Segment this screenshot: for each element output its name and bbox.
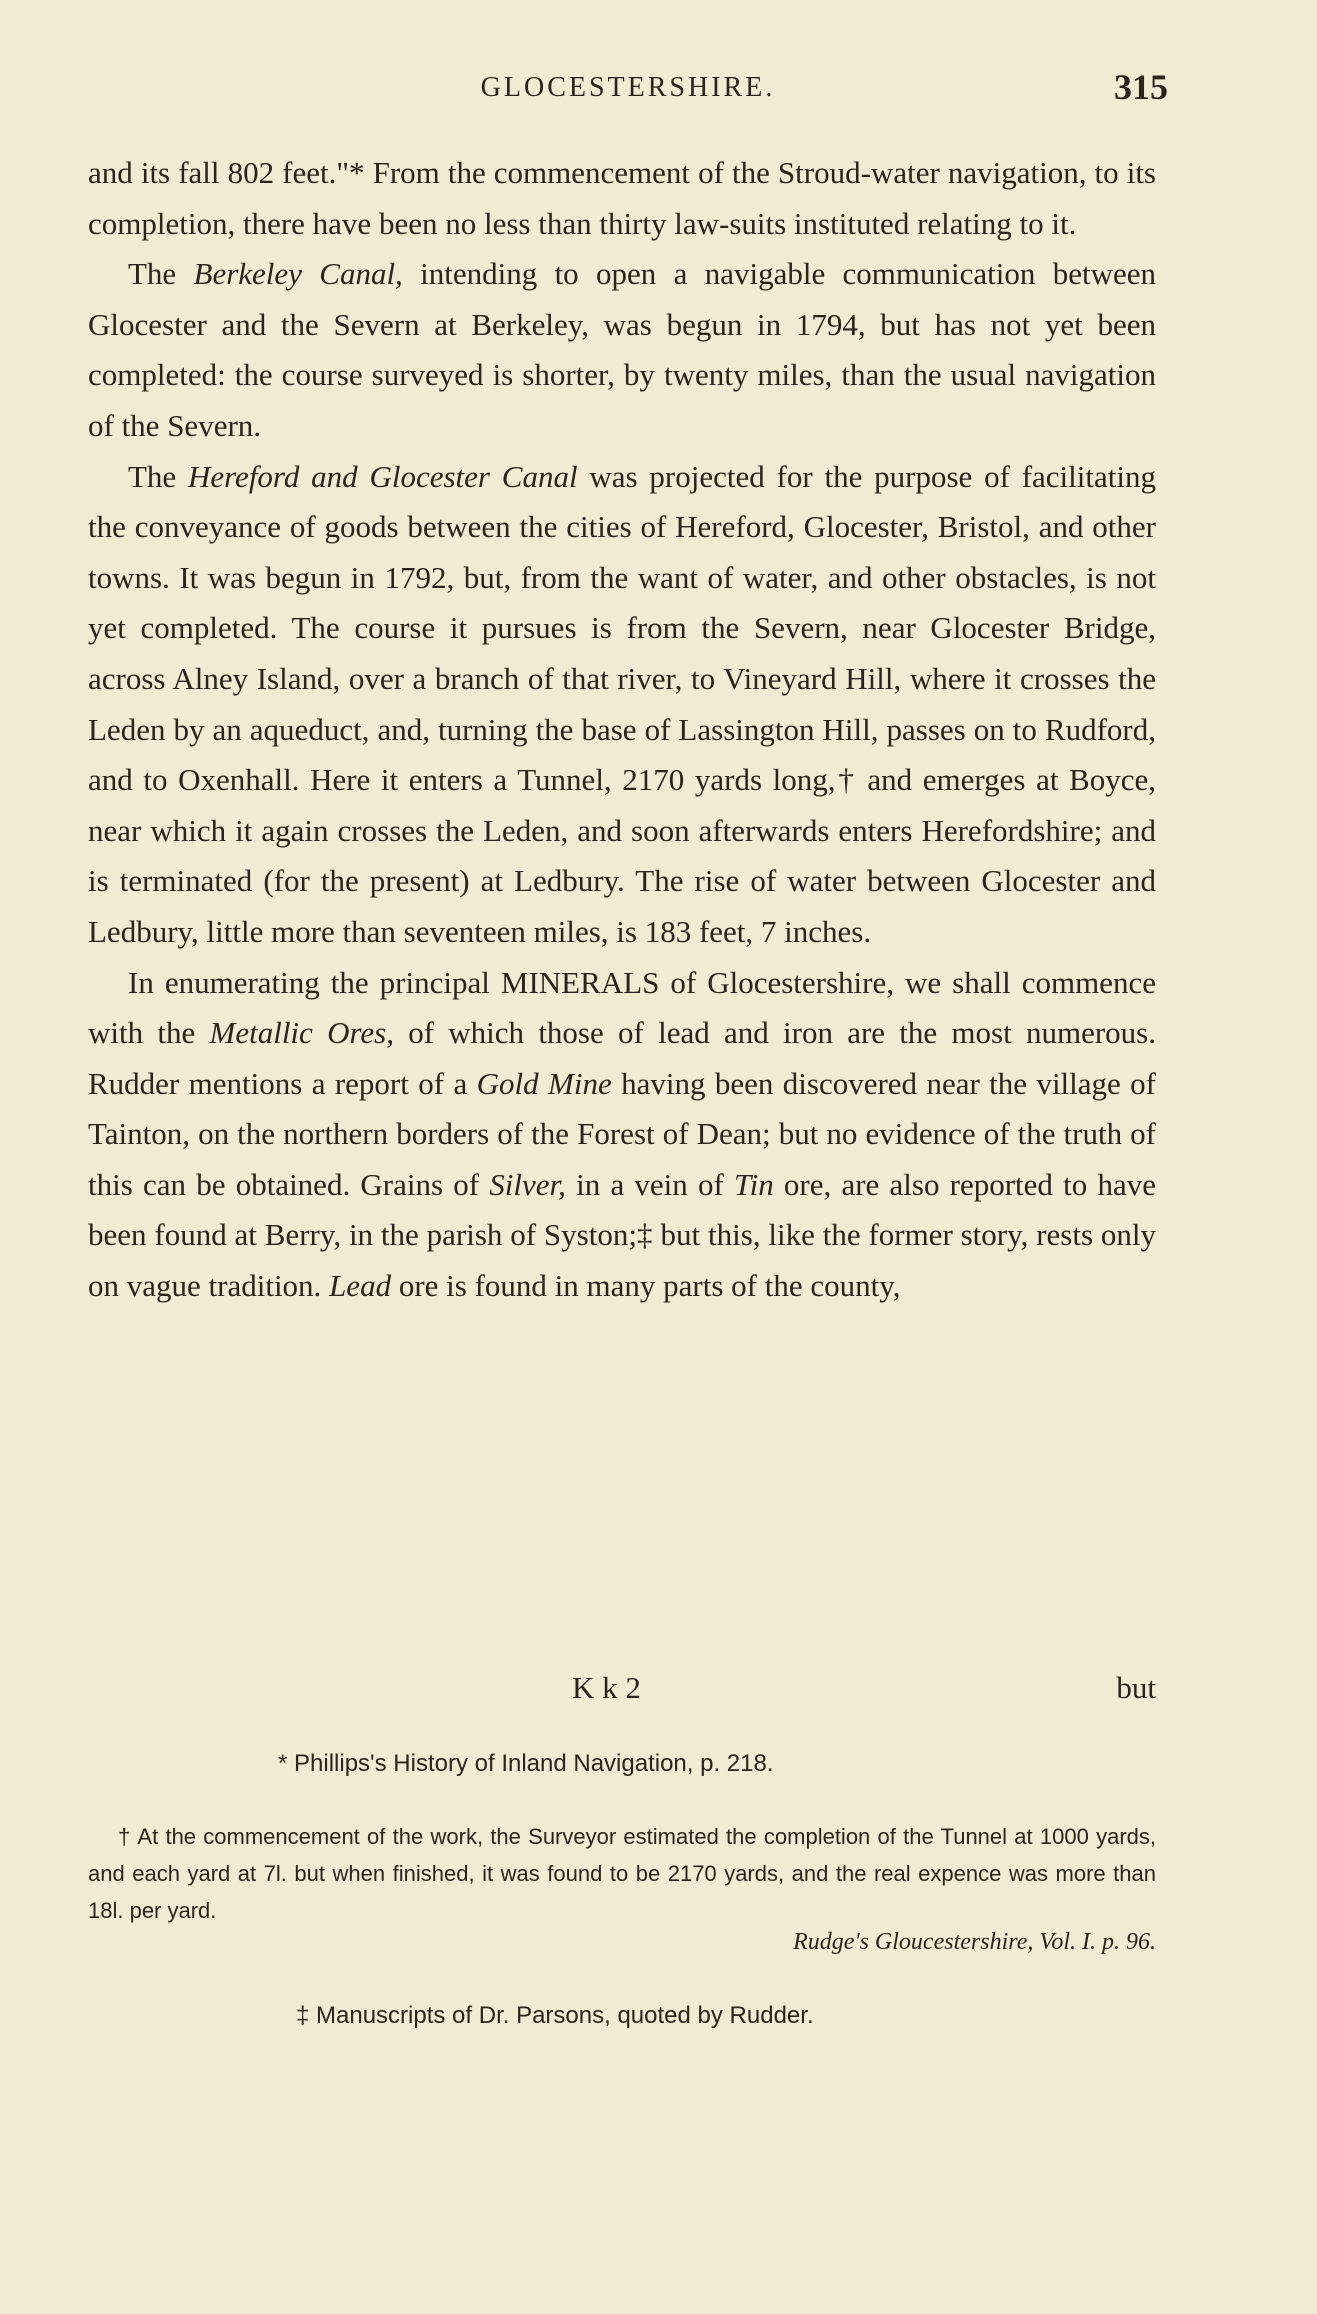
paragraph-2 <box>88 249 1156 451</box>
p4-italic-silver: Silver, <box>489 1166 566 1202</box>
signature-mark: K k 2 <box>572 1670 641 1705</box>
p1-text: and its fall 802 feet."* From the commencement of the Stroud-water navigation, to its completion, there have been no less than thirty law-suits instituted relating to it. <box>88 155 1156 241</box>
footnotes <box>88 1750 1156 2030</box>
paragraph-1 <box>88 148 1156 249</box>
p4-italic-lead: Lead <box>329 1268 392 1304</box>
footnote-1: * Phillips's History of Inland Navigation, p. 218. <box>278 1750 774 1777</box>
body-text <box>88 148 1156 1312</box>
p3-text-c: was projected for the purpose of facilitating the conveyance of goods between the cities of Hereford, Glocester, Bristol, and other towns. It was begun in 1792, but, from the want of water, and other obstacles, is not yet completed. The course it pursues is from the Severn, near Glocester Bridge, across Alney Island, over a branch of that river, to Vineyard Hill, where it crosses the Leden by an aqueduct, and, turning the base of Lassington Hill, passes on to Rudford, and to Oxenhall. Here it enters a Tunnel, 2170 yards long,† and emerges at Boyce, near which it again crosses the Leden, and soon afterwards enters Herefordshire; and is terminated (for the present) at Ledbury. The rise of water between Glocester and Ledbury, little more than seventeen miles, is 183 feet, 7 inches. <box>88 458 1156 949</box>
p2-italic-berkeley-canal: Berkeley Canal, <box>193 256 403 292</box>
p3-text-a: The <box>128 458 188 494</box>
p3-italic-hereford-canal: Hereford and Glocester Canal <box>188 458 578 494</box>
footnote-2-source: Rudge's Gloucestershire, Vol. I. p. 96. <box>793 1929 1156 1955</box>
running-head: GLOCESTERSHIRE. <box>480 72 776 103</box>
paragraph-4 <box>88 958 1156 1312</box>
p4-italic-gold-mine: Gold Mine <box>476 1065 612 1101</box>
p4-italic-tin: Tin <box>734 1166 774 1202</box>
page-number: 315 <box>1114 67 1168 107</box>
paragraph-3 <box>88 452 1156 958</box>
p4-text-c: of which those of lead and iron are the most numerous. Rudder mentions a report of a <box>88 1015 1156 1101</box>
p4-italic-metallic-ores: Metallic Ores, <box>209 1015 394 1051</box>
page-header <box>88 67 1168 120</box>
p4-text-k: ore is found in many parts of the county, <box>391 1268 901 1304</box>
p4-text-g: in a vein of <box>565 1166 735 1202</box>
p4-text-i: ore, are also reported to have been found at Berry, in the parish of Syston;‡ but this, like the former story, rests only on vague tradition. <box>88 1166 1156 1304</box>
footnote-3: ‡ Manuscripts of Dr. Parsons, quoted by Rudder. <box>296 2002 814 2029</box>
catchword: but <box>1116 1670 1156 1705</box>
p2-text-a: The <box>128 256 194 292</box>
p4-text-e: having been discovered near the village of Tainton, on the northern borders of the Forest of Dean; but no evidence of the truth of this can be obtained. Grains of <box>88 1065 1157 1202</box>
catch-line <box>88 1670 1156 1720</box>
p4-text-a: In enumerating the principal MINERALS of Glocestershire, we shall commence with the <box>88 964 1156 1051</box>
footnote-2: † At the commencement of the work, the Surveyor estimated the completion of the Tunnel at 1000 yards, and each yard at 7l. but when finished, it was found to be 2170 yards, and the real expence was more than 18l. per yard. <box>88 1824 1156 1923</box>
p2-text-c: intending to open a navigable communication between Glocester and the Severn at Berkeley, was begun in 1794, but has not yet been completed: the course surveyed is shorter, by twenty miles, than the usual navigation of the Severn. <box>88 256 1156 443</box>
